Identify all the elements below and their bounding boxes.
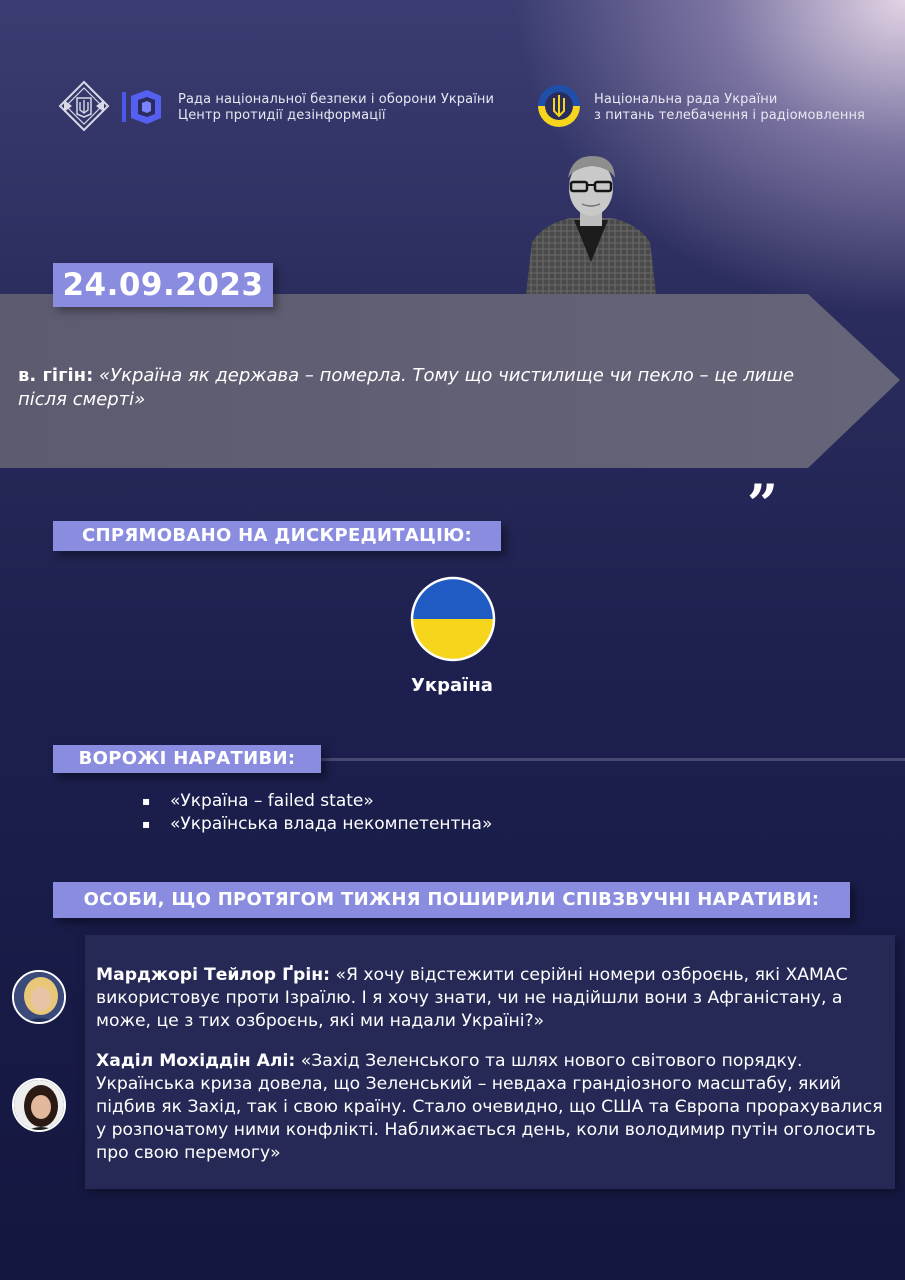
nsdc-org-name — [178, 92, 494, 124]
section-divider — [321, 758, 905, 761]
quote-date: 24.09.2023 — [62, 267, 264, 303]
narratives-list — [142, 790, 492, 836]
persons-section-title: ОСОБИ, ЩО ПРОТЯГОМ ТИЖНЯ ПОШИРИЛИ СПІВЗВУЧНІ НАРАТИВИ: — [53, 882, 850, 918]
ukraine-flag-icon — [410, 576, 496, 662]
list-item: ▪ «Українська влада некомпетентна» — [142, 813, 492, 836]
list-item: ▪ «Україна – failed state» — [142, 790, 492, 813]
person-name: Хаділ Мохіддін Алі: — [96, 1051, 296, 1071]
person-statement — [96, 964, 886, 1033]
avatar — [12, 1078, 66, 1132]
nsdc-org-line2: Центр протидії дезінформації — [178, 108, 386, 123]
speaker-photo — [522, 150, 660, 294]
narratives-section-title: ВОРОЖІ НАРАТИВИ: — [53, 745, 321, 773]
person-quote: «Захід Зеленського та шлях нового світового порядку. Українська криза довела, що Зеленський – невдаха грандіозного масштабу, який підбив як Захід, так і свою країну. Стало очевидно, що США та Європа прорахувалися у розпочатому ними конфлікті. Наближається день, коли володимир путін оголосить про свою перемогу» — [96, 1051, 883, 1163]
national-council-line1: Національна рада України — [594, 92, 778, 107]
quote-text: «Україна як держава – померла. Тому що чистилище чи пекло – це лише після смерті» — [18, 365, 795, 410]
person-name: Марджорі Тейлор Ґрін: — [96, 965, 330, 985]
closing-quote-icon: „ — [748, 441, 780, 505]
cpd-logo-icon — [121, 86, 163, 128]
quote-body — [18, 364, 818, 412]
national-council-org-name — [594, 92, 865, 124]
target-country: Україна — [411, 675, 493, 696]
nsdc-org-line1: Рада національної безпеки і оборони України — [178, 92, 495, 107]
person-statement — [96, 1050, 886, 1165]
national-council-logo-icon — [536, 83, 582, 129]
quote-speaker: в. гігін: — [18, 365, 94, 386]
target-section-title: СПРЯМОВАНО НА ДИСКРЕДИТАЦІЮ: — [53, 521, 501, 551]
nsdc-logo-icon — [58, 80, 110, 132]
person-quote: «Я хочу відстежити серійні номери озброєнь, які ХАМАС використовує проти Ізраїлю. І я хочу знати, чи не надійшли вони з Афганістану, а може, це з тих озброєнь, які ми надали Україні?» — [96, 965, 848, 1031]
avatar — [12, 970, 66, 1024]
national-council-line2: з питань телебачення і радіомовлення — [594, 108, 865, 123]
